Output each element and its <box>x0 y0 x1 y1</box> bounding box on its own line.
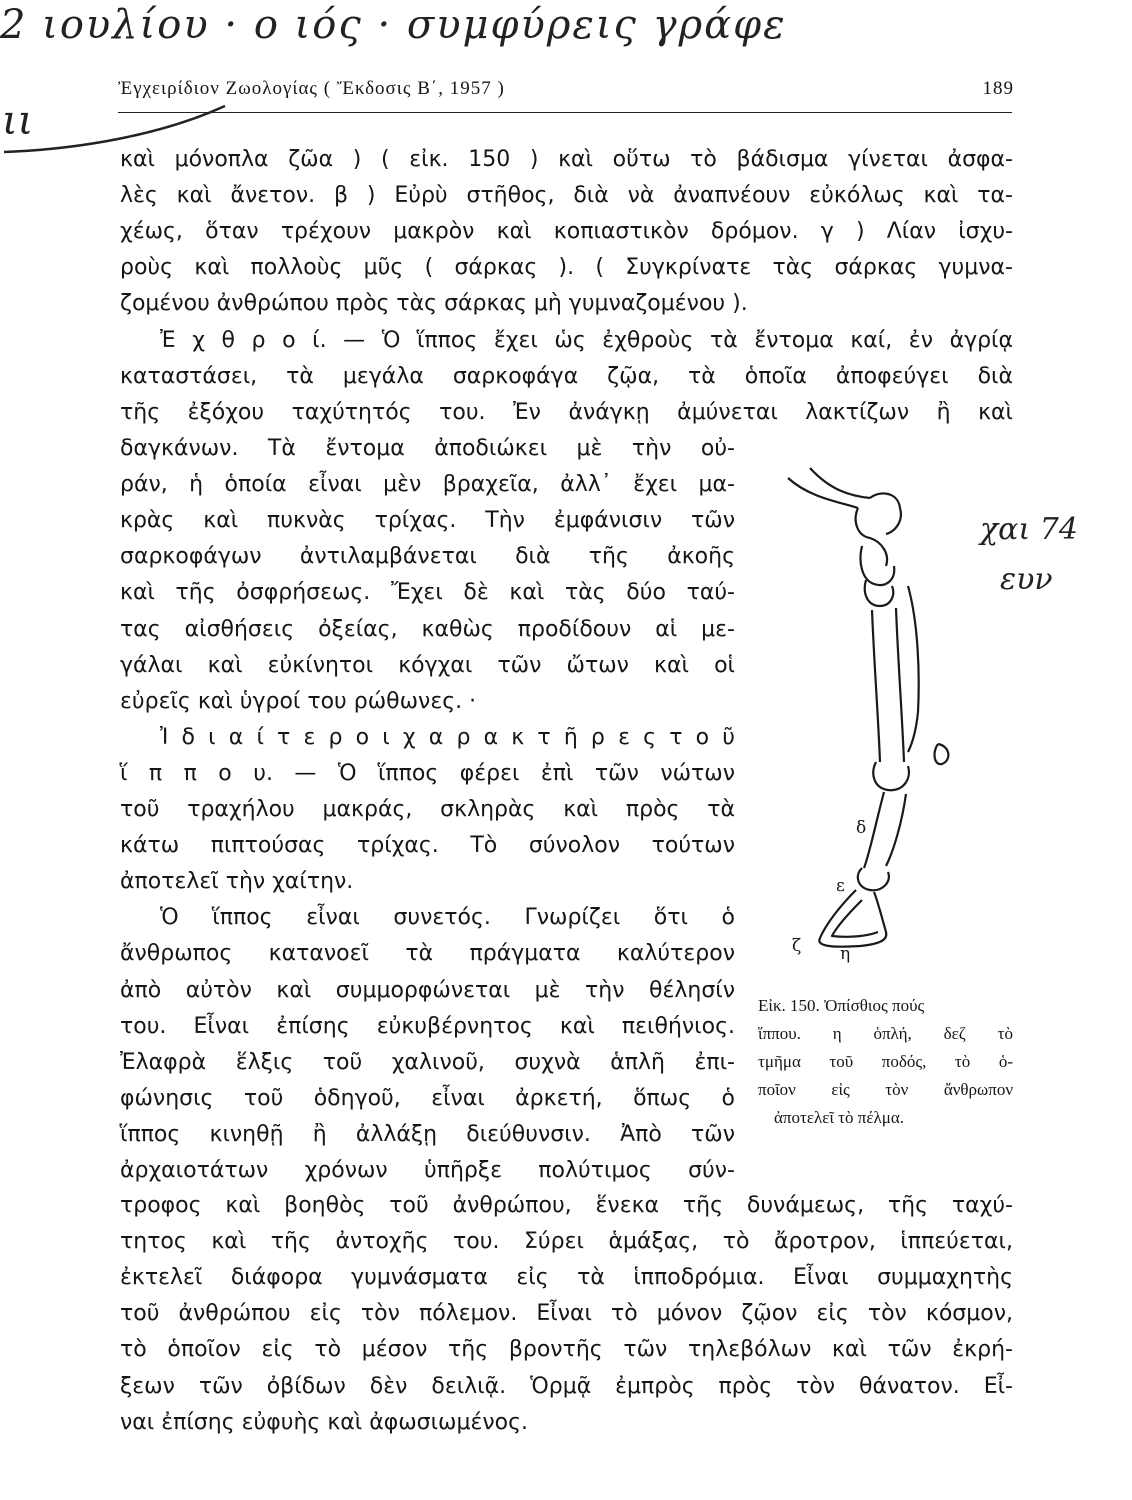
text-line: Ὁ ἵππος εἶναι συνετός. Γνωρίζει ὅτι ὁ <box>160 905 735 931</box>
text-line: γάλαι καὶ εὐκίνητοι κόγχαι τῶν ὤτων καὶ οἱ <box>120 652 735 678</box>
text-line: τοῦ τραχήλου μακράς, σκληρὰς καὶ πρὸς τὰ <box>120 797 735 822</box>
figure-splint-bone <box>908 586 919 752</box>
figure-caption-line: ποῖον εἰς τὸν ἄνθρωπον <box>758 1080 1013 1099</box>
text-line: τοῦ ἀνθρώπου εἰς τὸν πόλεμον. Εἶναι τὸ μόνον ζῷον εἰς τὸν κόσμον, <box>120 1301 1013 1327</box>
figure-caption-line: ἀποτελεῖ τὸ πέλμα. <box>774 1108 904 1127</box>
text-line: Ἐλαφρὰ ἕλξις τοῦ χαλινοῦ, συχνὰ ἁπλῆ ἐπι- <box>120 1049 735 1075</box>
text-line: κρὰς καὶ πυκνὰς τρίχας. Τὴν ἐμφάνισιν τῶν <box>120 508 735 534</box>
text-line: λὲς καὶ ἄνετον. β ) Εὐρὺ στῆθος, διὰ νὰ ἀναπνέουν εὐκόλως καὶ τα- <box>120 183 1013 209</box>
text-line: ράν, ἡ ὁποία εἶναι μὲν βραχεῖα, ἀλλ᾽ ἔχει μα- <box>120 472 735 498</box>
text-line: σαρκοφάγων ἀντιλαμβάνεται διὰ τῆς ἀκοῆς <box>120 544 735 570</box>
text-line: τας αἰσθήσεις ὀξείας, καθὼς προδίδουν αἱ με- <box>120 616 735 642</box>
text-line: τροφος καὶ βοηθὸς τοῦ ἀνθρώπου, ἕνεκα τῆς δυνάμεως, τῆς ταχύ- <box>120 1193 1013 1218</box>
text-line: φώνησις τοῦ ὁδηγοῦ, εἶναι ἀρκετή, ὅπως ὁ <box>120 1085 735 1111</box>
figure-hoof-inner <box>832 900 878 937</box>
handwritten-margin-note-1: χαι 74 <box>980 512 1078 547</box>
figure-label-eta: η <box>840 944 851 964</box>
figure-label-delta: δ <box>856 818 867 838</box>
text-line: ἀπὸ αὐτὸν καὶ συμμορφώνεται μὲ τὴν θέλησίν <box>120 977 735 1003</box>
text-line: δαγκάνων. Τὰ ἔντομα ἀποδιώκει μὲ τὴν οὐ- <box>120 436 735 461</box>
handwritten-top-note: 2 ιουλίου · ο ιός · συμφύρεις γράφε <box>0 2 787 48</box>
text-line: ἐκτελεῖ διάφορα γυμνάσματα εἰς τὰ ἱπποδρόμια. Εἶναι συμμαχητὴς <box>120 1265 1013 1291</box>
text-line: ἀποτελεῖ τὴν χαίτην. <box>120 869 354 895</box>
text-line: καὶ μόνοπλα ζῶα ) ( εἰκ. 150 ) καὶ οὕτω τὸ βάδισμα γίνεται ἀσφα- <box>120 147 1013 172</box>
figure-coronet <box>858 868 889 890</box>
figure-caption-line: τμῆμα τοῦ ποδός, τὸ ὁ- <box>758 1052 1013 1071</box>
figure-horse-hind-leg <box>770 462 970 962</box>
page-number: 189 <box>982 78 1014 99</box>
running-head-title: Ἐγχειρίδιον Ζωολογίας ( Ἔκδοσις Β΄, 1957 ) <box>118 78 505 99</box>
text-line: ναι ἐπίσης εὐφυὴς καὶ ἀφωσιωμένος. <box>120 1409 529 1435</box>
text-line: ἵππος κινηθῇ ἢ ἀλλάξῃ διεύθυνσιν. Ἀπὸ τῶν <box>120 1121 735 1147</box>
figure-caption-line: Εἰκ. 150. Ὀπίσθιος πούς <box>758 996 925 1015</box>
figure-label-epsilon: ε <box>836 876 845 896</box>
text-line: εὐρεῖς καὶ ὑγροί του ρώθωνες. · <box>120 688 477 714</box>
figure-pastern-right <box>886 794 906 866</box>
figure-tarsal-lower <box>865 580 893 606</box>
text-line: χέως, ὅταν τρέχουν μακρὸν καὶ κοπιαστικὸν δρόμον. γ ) Λίαν ἰσχυ- <box>120 219 1013 245</box>
text-line: του. Εἶναι ἐπίσης εὐκυβέρνητος καὶ πειθήνιος. <box>120 1013 735 1039</box>
text-line: ἵ π π ο υ. — Ὁ ἵππος φέρει ἐπὶ τῶν νώτων <box>120 760 735 786</box>
text-line: ἄνθρωπος κατανοεῖ τὰ πράγματα καλύτερον <box>120 941 735 967</box>
text-line: Ἰ δ ι α ί τ ε ρ ο ι χ α ρ α κ τ ῆ ρ ε ς τ ο ῦ <box>160 724 735 750</box>
header-rule <box>118 112 1012 113</box>
text-line: κάτω πιπτούσας τρίχας. Τὸ σύνολον τούτων <box>120 833 735 859</box>
figure-hoof-outer <box>819 890 886 947</box>
handwritten-margin-note-2: ευν <box>1000 562 1053 597</box>
text-line: ἀρχαιοτάτων χρόνων ὑπῆρξε πολύτιμος σύν- <box>120 1158 735 1183</box>
text-line: Ἐ χ θ ρ ο ί. — Ὁ ἵππος ἔχει ὡς ἐχθροὺς τὰ ἔντομα καί, ἐν ἀγρίᾳ <box>160 327 1013 353</box>
running-header <box>118 78 1016 110</box>
text-line: καταστάσει, τὰ μεγάλα σαρκοφάγα ζῷα, τὰ ὁποῖα ἀποφεύγει διὰ <box>120 363 1013 389</box>
text-line: τὸ ὁποῖον εἰς τὸ μέσον τῆς βροντῆς τῶν τηλεβόλων καὶ τῶν ἐκρή- <box>120 1337 1013 1363</box>
text-line: ζομένου ἀνθρώπου πρὸς τὰς σάρκας μὴ γυμναζομένου ). <box>120 291 748 317</box>
text-line: τῆς ἐξόχου ταχύτητός του. Ἐν ἀνάγκῃ ἀμύνεται λακτίζων ἢ καὶ <box>120 399 1013 425</box>
text-line: τητος καὶ τῆς ἀντοχῆς του. Σύρει ἁμάξας, τὸ ἄροτρον, ἱππεύεται, <box>120 1229 1013 1255</box>
handwritten-left-mark: ιι <box>2 98 34 144</box>
figure-tarsal-block <box>861 546 895 585</box>
figure-thigh-outline <box>870 493 901 534</box>
figure-cannon-right <box>896 608 904 762</box>
figure-sesamoid <box>935 744 949 764</box>
figure-label-zeta: ζ <box>792 936 802 956</box>
text-line: ξεων τῶν ὀβίδων δὲν δειλιᾷ. Ὁρμᾷ ἐμπρὸς πρὸς τὸν θάνατον. Εἶ- <box>120 1373 1013 1399</box>
figure-femur-lower <box>810 468 870 498</box>
text-line: ροὺς καὶ πολλοὺς μῦς ( σάρκας ). ( Συγκρίνατε τὰς σάρκας γυμνα- <box>120 255 1013 281</box>
figure-pastern-left <box>864 792 884 868</box>
text-line: καὶ τῆς ὀσφρήσεως. Ἔχει δὲ καὶ τὰς δύο ταύ- <box>120 580 735 606</box>
figure-caption-line: ἵππου. η ὁπλή, δεζ τὸ <box>758 1024 1013 1043</box>
figure-cannon-left <box>872 610 880 762</box>
figure-fetlock <box>873 762 909 790</box>
